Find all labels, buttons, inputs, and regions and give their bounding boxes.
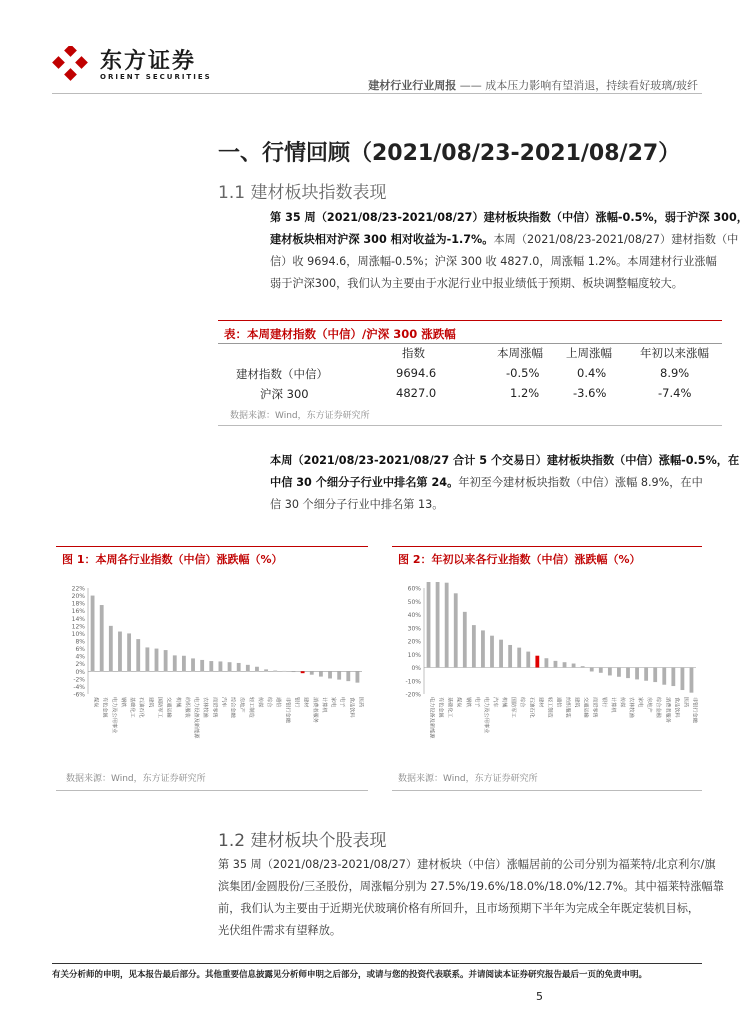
figure2-bottom-rule	[392, 790, 702, 791]
table-top-rule	[218, 320, 722, 321]
bar	[445, 583, 449, 668]
category-label: 国防军工	[510, 697, 517, 718]
category-label: 纺织服装	[564, 697, 571, 718]
category-label: 基础化工	[129, 697, 136, 718]
y-tick-label: 14%	[71, 615, 85, 623]
category-label: 房地产	[238, 697, 245, 713]
bar	[572, 664, 576, 668]
category-label: 有色金属	[437, 697, 444, 718]
y-tick-label: 60%	[407, 585, 421, 593]
bar	[526, 652, 530, 668]
category-label: 建筑	[573, 697, 580, 708]
table-cell-last-week: -3.6%	[573, 386, 607, 400]
category-label: 医药	[357, 697, 364, 708]
para2-line-3: 信 30 个细分子行业中排名第 13。	[270, 498, 444, 511]
category-label: 交通运输	[582, 697, 589, 718]
category-label: 食品饮料	[673, 697, 680, 718]
category-label: 传媒	[618, 697, 625, 708]
category-label: 综合金融	[229, 697, 236, 718]
figure1-title: 图 1：本周各行业指数（中信）涨跌幅（%）	[62, 553, 283, 566]
figure1-chart	[56, 582, 368, 762]
table-row-name: 沪深 300	[260, 387, 309, 401]
bar	[481, 630, 485, 667]
category-label: 食品饮料	[348, 697, 355, 718]
bar	[517, 648, 521, 668]
bar	[109, 626, 113, 671]
table-row-name: 建材指数（中信）	[236, 367, 328, 381]
y-tick-label: 0%	[411, 665, 421, 672]
table-cell-week: 1.2%	[510, 386, 540, 400]
bar	[237, 663, 241, 671]
y-tick-label: 10%	[71, 630, 85, 638]
category-label: 传媒	[256, 697, 263, 708]
category-label: 煤炭	[92, 697, 99, 708]
bar	[544, 658, 548, 667]
category-label: 农林牧渔	[202, 697, 209, 718]
bar	[228, 662, 232, 671]
y-tick-label: -4%	[73, 683, 85, 691]
bar	[535, 656, 539, 668]
bar	[680, 668, 684, 691]
category-label: 商贸零售	[211, 697, 218, 718]
category-label: 电力及公用事业	[110, 697, 117, 734]
bar	[662, 668, 666, 685]
y-tick-label: 30%	[407, 625, 421, 633]
category-label: 综合	[266, 697, 273, 708]
bar	[182, 656, 186, 672]
bar	[136, 639, 140, 671]
category-label: 煤炭	[455, 697, 462, 708]
paragraph-2	[270, 450, 740, 516]
para3-line-3: 前，我们认为主要由于近期光伏玻璃价格有所回升，且市场预期下半年为完成全年既定装机目标，	[218, 902, 700, 915]
category-label: 综合	[519, 697, 526, 708]
bar	[454, 593, 458, 667]
category-label: 房地产	[646, 697, 653, 713]
y-tick-label: 8%	[75, 638, 85, 646]
y-tick-label: 20%	[407, 638, 421, 646]
y-tick-label: -2%	[73, 676, 85, 684]
bar	[292, 671, 296, 672]
bar	[273, 671, 277, 672]
bar	[499, 640, 503, 668]
bar	[690, 668, 694, 693]
category-label: 农林牧渔	[628, 697, 634, 718]
category-label: 钢铁	[119, 697, 126, 708]
category-label: 石油石化	[528, 697, 535, 718]
figure1-source: 数据来源：Wind，东方证券研究所	[66, 774, 206, 784]
table-cell-index: 4827.0	[396, 386, 437, 400]
bar	[145, 647, 149, 671]
figure2-chart	[392, 582, 702, 762]
category-label: 银行	[600, 697, 607, 708]
category-label: 建材	[537, 697, 544, 708]
report-type: 建材行业行业周报	[368, 79, 457, 92]
y-tick-label: 16%	[71, 608, 85, 616]
bar	[209, 661, 213, 671]
category-label: 建筑	[147, 697, 154, 708]
table-cell-ytd: -7.4%	[658, 386, 692, 400]
footer-divider	[52, 963, 702, 964]
bar	[581, 666, 585, 667]
table-title: 表：本周建材指数（中信）/沪深 300 涨跌幅	[224, 327, 456, 341]
category-label: 电力设备及新能源	[428, 697, 435, 739]
bar	[91, 596, 95, 672]
figure2-title: 图 2：年初以来各行业指数（中信）涨跌幅（%）	[398, 553, 641, 566]
bar	[191, 658, 195, 671]
para1-line-3: 信）收 9694.6，周涨幅-0.5%；沪深 300 收 4827.0，周涨幅 1.2%。本周建材行业涨幅	[270, 255, 717, 268]
table-source: 数据来源：Wind，东方证券研究所	[230, 411, 370, 421]
category-label: 基础化工	[446, 697, 453, 718]
subsection-title-1: 1.1 建材板块指数表现	[218, 183, 387, 203]
y-tick-label: 0%	[75, 668, 85, 676]
figure1-bottom-rule	[56, 790, 368, 791]
bar	[319, 671, 323, 676]
category-label: 银行	[293, 697, 300, 708]
table-header-index: 指数	[402, 346, 425, 360]
paragraph-1	[270, 207, 748, 295]
bar	[554, 661, 558, 668]
para1-line-4: 弱于沪深300，我们认为主要由于水泥行业中报业绩低于预期、板块调整幅度较大。	[270, 277, 683, 290]
bar	[635, 668, 639, 680]
y-tick-label: -6%	[73, 691, 85, 699]
y-tick-label: 50%	[407, 598, 421, 606]
para2-bold-2: 中信 30 个细分子行业中排名第 24。	[270, 476, 459, 489]
bar	[356, 671, 360, 682]
table-bottom-rule	[218, 425, 722, 426]
bar	[626, 668, 630, 679]
bar	[155, 649, 159, 672]
category-label: 国防军工	[156, 697, 163, 718]
y-tick-label: 18%	[71, 600, 85, 608]
para3-line-4: 光伏组件需求有望释放。	[218, 924, 342, 937]
category-label: 电子	[339, 697, 346, 708]
bar	[508, 645, 512, 668]
y-tick-label: 6%	[75, 646, 85, 654]
report-header	[368, 77, 698, 93]
y-tick-label: 22%	[71, 585, 85, 593]
bar	[490, 636, 494, 668]
report-subtitle: —— 成本压力影响有望消退，持续看好玻璃/玻纤	[456, 79, 698, 92]
table-header-week: 本周涨幅	[497, 346, 543, 360]
category-label: 电力设备及新能源	[193, 697, 200, 739]
table-cell-week: -0.5%	[506, 366, 540, 380]
bar	[264, 669, 268, 671]
bar	[255, 667, 259, 672]
category-label: 消费者服务	[664, 697, 671, 723]
para1-bold-2: 建材板块相对沪深 300 相对收益为-1.7%。	[270, 233, 494, 246]
figure2-source: 数据来源：Wind，东方证券研究所	[398, 774, 538, 784]
section-title: 一、行情回顾（2021/08/23-2021/08/27）	[218, 141, 681, 166]
category-label: 通信	[275, 697, 282, 708]
table-header-rule	[218, 343, 722, 344]
bar	[608, 668, 612, 676]
bar	[282, 671, 286, 672]
y-tick-label: 12%	[71, 623, 85, 631]
category-label: 医药	[682, 697, 689, 708]
bar	[671, 668, 675, 687]
category-label: 家电	[637, 697, 644, 708]
bar	[427, 582, 431, 668]
category-label: 非银行金融	[284, 697, 291, 723]
category-label: 计算机	[609, 697, 616, 713]
bar	[118, 632, 122, 672]
category-label: 家电	[330, 697, 337, 708]
figure1-top-rule	[56, 546, 368, 547]
category-label: 计算机	[320, 697, 327, 713]
y-tick-label: 40%	[407, 612, 421, 619]
bar	[219, 661, 223, 671]
category-label: 建材	[302, 697, 309, 708]
category-label: 汽车	[220, 697, 227, 708]
category-label: 汽车	[492, 697, 498, 708]
category-label: 电子	[473, 697, 480, 708]
paragraph-3	[218, 854, 724, 942]
para2-bold-1: 本周（2021/08/23-2021/08/27 合计 5 个交易日）建材板块指数（中信）涨幅-0.5%，在	[270, 454, 740, 467]
y-tick-label: 20%	[71, 593, 85, 601]
table-header-last-week: 上周涨幅	[566, 346, 612, 360]
bar	[127, 633, 131, 671]
bar	[653, 668, 657, 683]
category-label: 机械	[174, 697, 181, 708]
category-label: 石油石化	[138, 697, 145, 718]
category-label: 机械	[501, 697, 508, 708]
bar	[200, 660, 204, 671]
category-label: 综合金融	[655, 697, 662, 718]
bar	[164, 650, 168, 671]
orient-logo-icon	[52, 46, 88, 82]
para1-bold-1: 第 35 周（2021/08/23-2021/08/27）建材板块指数（中信）涨幅-0.5%，弱于沪深 300，	[270, 211, 748, 224]
bar	[328, 671, 332, 678]
bar	[100, 605, 104, 671]
footer-disclaimer: 有关分析师的申明，见本报告最后部分。其他重要信息披露见分析师申明之后部分，或请与您的投资代表联系。并请阅读本证券研究报告最后一页的免责申明。	[52, 970, 648, 980]
para3-line-2: 滨集团/金圆股份/三圣股份，周涨幅分别为 27.5%/19.6%/18.0%/18.0%/12.7%。其中福莱特涨幅靠	[218, 880, 724, 893]
bar	[463, 612, 467, 668]
category-label: 商贸零售	[591, 697, 598, 718]
para2-text-2: 年初至今建材板块指数（中信）涨幅 8.9%，在中	[458, 476, 703, 489]
page-number: 5	[536, 990, 543, 1003]
y-tick-label: -20%	[405, 691, 421, 699]
y-tick-label: 10%	[407, 651, 421, 659]
table-cell-index: 9694.6	[396, 366, 437, 380]
para1-text-2: 本周（2021/08/23-2021/08/27）建材指数（中	[493, 233, 739, 246]
bar	[590, 668, 594, 672]
logo-text-cn: 东方证券	[100, 49, 197, 74]
bar	[436, 582, 440, 668]
bar	[246, 665, 250, 671]
header-divider	[52, 93, 702, 94]
y-tick-label: -10%	[405, 678, 421, 686]
bar	[310, 671, 314, 674]
bar	[346, 671, 350, 681]
category-label: 交通运输	[165, 697, 172, 718]
y-tick-label: 2%	[75, 661, 85, 669]
category-label: 钢铁	[464, 697, 471, 708]
figure2-top-rule	[392, 546, 702, 547]
bar	[644, 668, 648, 681]
bar	[599, 668, 603, 673]
category-label: 轻工制造	[546, 697, 553, 718]
logo-text-en: ORIENT SECURITIES	[100, 73, 212, 81]
table-cell-ytd: 8.9%	[660, 366, 690, 380]
category-label: 纺织服装	[183, 697, 190, 718]
para3-line-1: 第 35 周（2021/08/23-2021/08/27）建材板块（中信）涨幅居前的公司分别为福莱特/北京利尔/旗	[218, 858, 716, 871]
subsection-title-2: 1.2 建材板块个股表现	[218, 831, 387, 851]
category-label: 消费者服务	[311, 697, 318, 723]
category-label: 有色金属	[101, 697, 108, 718]
category-label: 通信	[555, 697, 562, 708]
bar	[563, 662, 567, 667]
bar	[173, 655, 177, 671]
bar	[301, 671, 305, 673]
table-cell-last-week: 0.4%	[577, 366, 607, 380]
y-tick-label: 4%	[75, 653, 85, 661]
table-header-ytd: 年初以来涨幅	[640, 346, 709, 360]
category-label: 非银行金融	[691, 697, 698, 723]
bar	[617, 668, 621, 677]
category-label: 电力及公用事业	[482, 697, 489, 734]
bar	[472, 625, 476, 667]
category-label: 轻工制造	[247, 697, 254, 718]
bar	[337, 671, 341, 679]
